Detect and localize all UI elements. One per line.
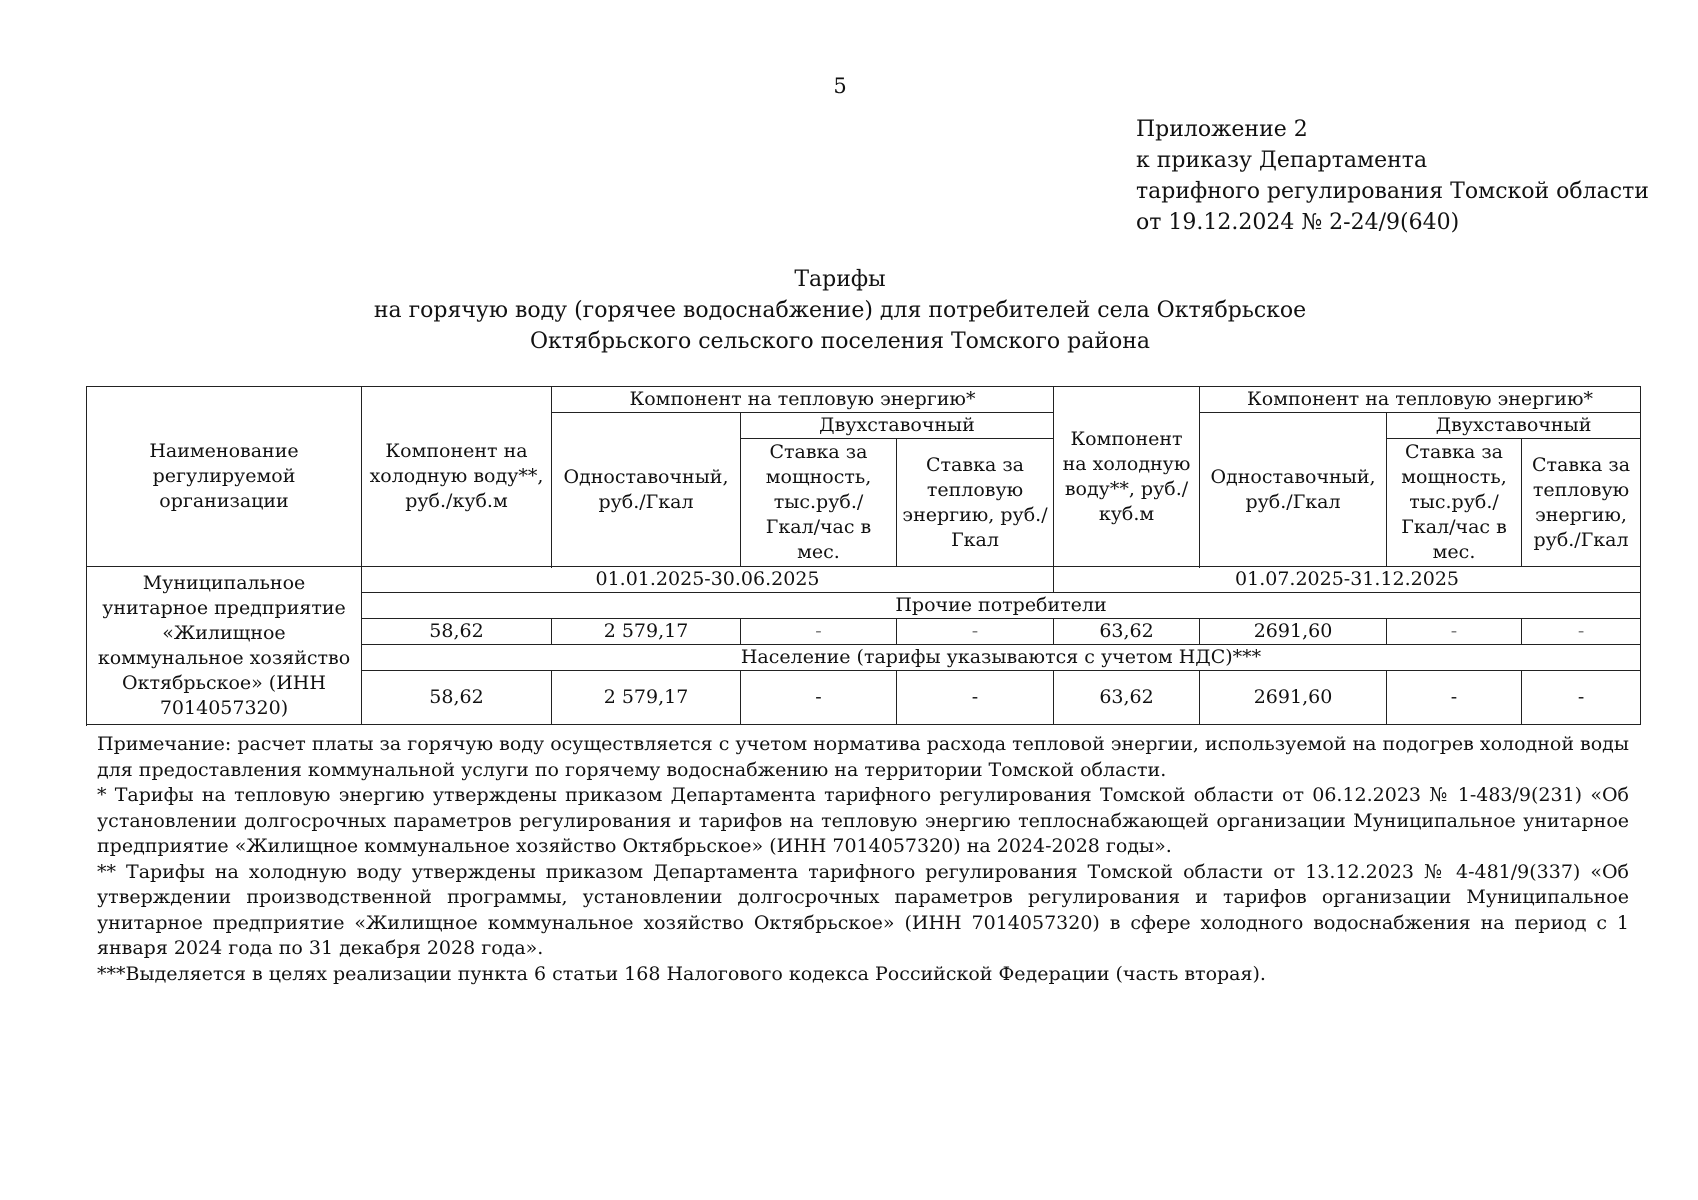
appendix-line: к приказу Департамента [1136,148,1428,173]
cell-capacity-rate-1: - [741,619,897,645]
title-line: на горячую воду (горячее водоснабжение) для потребителей села Октябрьское [373,298,1307,323]
appendix-line: тарифного регулирования Томской области [1136,179,1649,204]
header-cold-water-2: Компонент на холодную воду**, руб./куб.м [1054,387,1200,567]
header-single-rate-2: Одноставочный, руб./Гкал [1200,413,1387,567]
header-energy-rate-1: Ставка за тепловую энергию, руб./Гкал [897,439,1054,567]
note-vat-footnote: ***Выделяется в целях реализации пункта 6 статьи 168 Налогового кодекса Российской Федерации (часть вторая). [97,962,1266,985]
appendix-line: от 19.12.2024 № 2-24/9(640) [1136,210,1460,235]
appendix-line: Приложение 2 [1136,117,1308,142]
header-two-rate-2: Двухставочный [1387,413,1641,439]
tariff-table [86,386,1641,725]
period-1: 01.01.2025-30.06.2025 [362,567,1054,593]
organization-name: Муниципальное унитарное предприятие «Жилищное коммунальное хозяйство Октябрьское» (ИНН 7014057320) [87,567,362,725]
header-two-rate-1: Двухставочный [741,413,1054,439]
cell-cold-water-2: 63,62 [1054,619,1200,645]
header-org-name: Наименование регулируемой организации [87,387,362,567]
document-title [0,264,1680,357]
cell-single-rate-2: 2691,60 [1200,619,1387,645]
cell-capacity-rate-1: - [741,671,897,725]
header-capacity-rate-1: Ставка за мощность, тыс.руб./ Гкал/час в мес. [741,439,897,567]
cell-cold-water-1: 58,62 [362,619,552,645]
header-energy-rate-2: Ставка за тепловую энергию, руб./Гкал [1522,439,1641,567]
cell-capacity-rate-2: - [1387,671,1522,725]
notes-section [97,732,1629,987]
cell-cold-water-2: 63,62 [1054,671,1200,725]
group-other-consumers: Прочие потребители [362,593,1641,619]
page-number: 5 [833,74,847,98]
header-capacity-rate-2: Ставка за мощность, тыс.руб./ Гкал/час в мес. [1387,439,1522,567]
title-line: Октябрьского сельского поселения Томского района [529,329,1151,354]
header-cold-water-1: Компонент на холодную воду**, руб./куб.м [362,387,552,567]
appendix-reference [1136,114,1649,238]
header-heat-component-1: Компонент на тепловую энергию* [552,387,1054,413]
cell-single-rate-2: 2691,60 [1200,671,1387,725]
note-main: Примечание: расчет платы за горячую воду осуществляется с учетом норматива расхода тепловой энергии, используемой на подогрев холодной воды для предоставления коммунальной услуги по горячему водоснабжению на территории Томской области. [97,733,1629,781]
group-population: Население (тарифы указываются с учетом НДС)*** [362,645,1641,671]
cell-energy-rate-1: - [897,671,1054,725]
cell-energy-rate-2: - [1522,619,1641,645]
note-heat-footnote: * Тарифы на тепловую энергию утверждены приказом Департамента тарифного регулирования Томской области от 06.12.2023 № 1-483/9(231) «Об установлении долгосрочных параметров регулирования и тарифов на тепловую энергию теплоснабжающей организации Муниципальное унитарное предприятие «Жилищное коммунальное хозяйство Октябрьское» (ИНН 7014057320) на 2024-2028 годы». [97,784,1629,857]
header-single-rate-1: Одноставочный, руб./Гкал [552,413,741,567]
period-2: 01.07.2025-31.12.2025 [1054,567,1641,593]
title-line: Тарифы [794,267,886,292]
cell-single-rate-1: 2 579,17 [552,671,741,725]
cell-energy-rate-1: - [897,619,1054,645]
cell-single-rate-1: 2 579,17 [552,619,741,645]
note-cold-water-footnote: ** Тарифы на холодную воду утверждены приказом Департамента тарифного регулирования Томской области от 13.12.2023 № 4-481/9(337) «Об утверждении производственной программы, установлении долгосрочных параметров регулирования и тарифов организации Муниципальное унитарное предприятие «Жилищное коммунальное хозяйство Октябрьское» (ИНН 7014057320) в сфере холодного водоснабжения на период с 1 января 2024 года по 31 декабря 2028 года». [97,860,1629,959]
header-heat-component-2: Компонент на тепловую энергию* [1200,387,1641,413]
cell-energy-rate-2: - [1522,671,1641,725]
cell-cold-water-1: 58,62 [362,671,552,725]
cell-capacity-rate-2: - [1387,619,1522,645]
